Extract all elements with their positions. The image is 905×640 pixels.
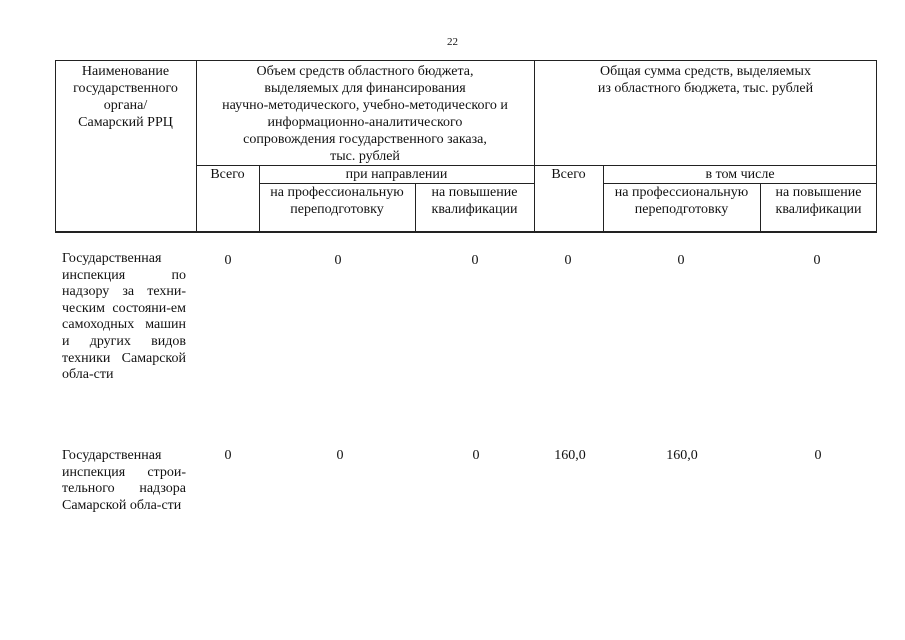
grid-line <box>259 183 534 184</box>
cell-retraining-1: 0 <box>336 448 344 463</box>
grid-line <box>55 60 877 61</box>
page-number: 22 <box>447 36 458 48</box>
grid-line <box>55 231 877 233</box>
cell-qualification-1: 0 <box>471 253 479 268</box>
header-col-name: Наименование государственного органа/ Самарский РРЦ <box>73 64 178 130</box>
cell-retraining-2: 160,0 <box>666 448 698 463</box>
row-organ-name: Государственная инспекция строи-тельного надзора Самарской обла-сти <box>62 448 186 513</box>
grid-line <box>534 60 535 232</box>
header-including: в том числе <box>705 167 775 182</box>
cell-qualification-1: 0 <box>472 448 480 463</box>
header-qualification-1: на повышение квалификации <box>431 185 518 217</box>
header-by-direction: при направлении <box>345 167 448 182</box>
header-group-budget-volume: Объем средств областного бюджета, выделяемых для финансирования научно-методического, учебно-методического и информационно-аналитического сопровождения государственного заказа, тыс. рублей <box>222 64 508 164</box>
grid-line <box>196 60 197 232</box>
header-retraining-1: на профессиональную переподготовку <box>270 185 404 217</box>
header-qualification-2: на повышение квалификации <box>775 185 862 217</box>
grid-line <box>196 165 877 166</box>
grid-line <box>415 183 416 232</box>
table-header <box>55 60 877 232</box>
row-organ-name: Государственная инспекция по надзору за техни-ческим состояни-ем самоходных машин и других видов техники Самарской обла-сти <box>62 251 186 383</box>
cell-total-2: 160,0 <box>554 448 586 463</box>
cell-retraining-1: 0 <box>334 253 342 268</box>
cell-total-1: 0 <box>224 448 232 463</box>
grid-line <box>259 165 260 232</box>
cell-total-2: 0 <box>564 253 572 268</box>
grid-line <box>603 165 604 232</box>
header-total-1: Всего <box>210 167 245 182</box>
header-total-2: Всего <box>551 167 586 182</box>
cell-qualification-2: 0 <box>813 253 821 268</box>
cell-qualification-2: 0 <box>814 448 822 463</box>
header-retraining-2: на профессиональную переподготовку <box>614 185 749 217</box>
grid-line <box>876 60 877 232</box>
cell-retraining-2: 0 <box>677 253 685 268</box>
header-group-total-sum: Общая сумма средств, выделяемых из областного бюджета, тыс. рублей <box>597 64 814 96</box>
cell-total-1: 0 <box>224 253 232 268</box>
grid-line <box>603 183 877 184</box>
grid-line <box>760 183 761 232</box>
grid-line <box>55 60 56 232</box>
